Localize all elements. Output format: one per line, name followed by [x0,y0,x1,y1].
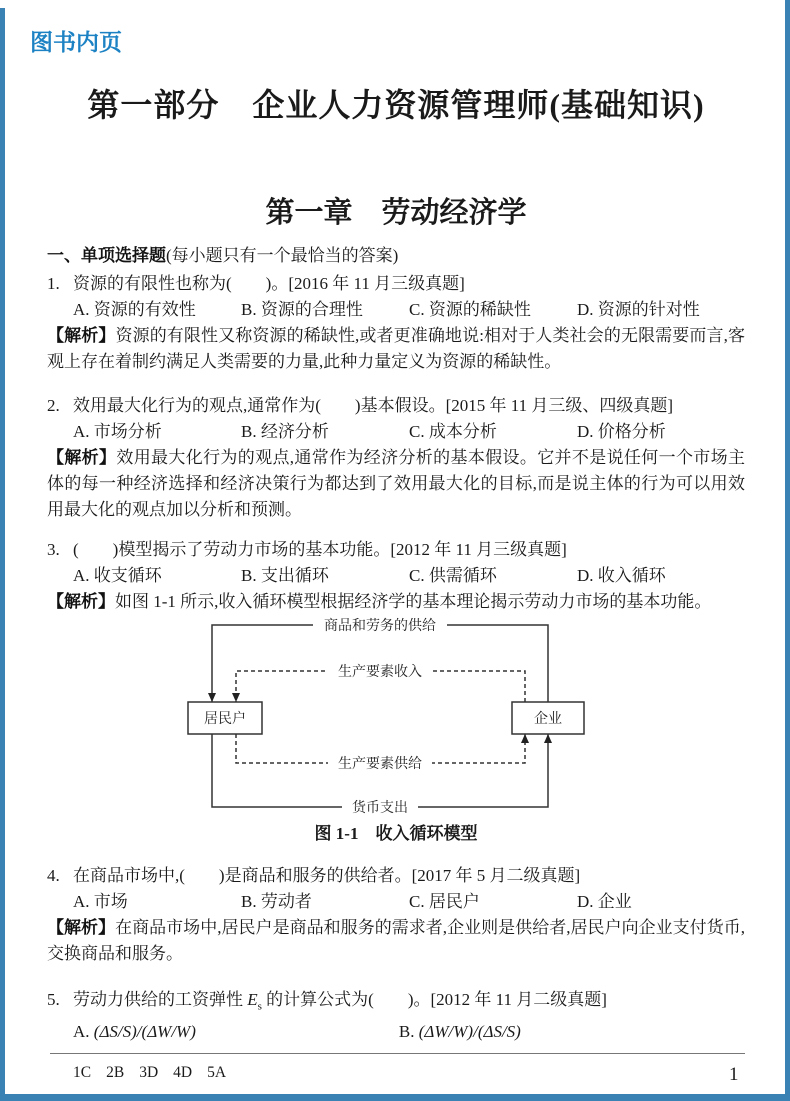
question-5 [47,987,745,1045]
question-1 [47,271,745,375]
question-number: 5. [47,990,60,1009]
frame-left [0,8,5,1101]
chapter-title: 第一章 劳动经济学 [265,197,527,229]
analysis-label: 【解析】 [47,326,116,345]
section-heading-bold: 一、单项选择题 [47,246,166,265]
analysis-label: 【解析】 [47,592,115,611]
analysis-label: 【解析】 [47,448,117,467]
households-label: 居民户 [204,712,246,727]
option-c: C. 居民户 [409,892,480,911]
part-title: 第一部分 企业人力资源管理师(基础知识) [87,87,705,123]
page-content [47,0,745,1084]
option-b: B. 资源的合理性 [241,300,363,319]
question-stem [47,393,745,419]
question-stem [47,987,745,1019]
option-b [399,1019,725,1045]
arrowhead-down-solid [208,693,216,702]
option-formula: (ΔW/W)/(ΔS/S) [418,1022,521,1042]
options-row [47,889,745,915]
question-text-pre: 劳动力供给的工资弹性 [73,990,248,1009]
question-number: 3. [47,540,60,559]
elasticity-subscript: s [257,1000,262,1013]
question-text: 资源的有限性也称为( )。[2016 年 11 月三级真题] [73,274,465,293]
page-label: 图书内页 [30,29,122,55]
option-a: A. 资源的有效性 [73,300,196,319]
option-formula: (ΔS/S)/(ΔW/W) [93,1022,196,1042]
answer-key: 2B [106,1064,125,1082]
figure-caption: 图 1-1 收入循环模型 [314,824,478,843]
arrowhead-down-dashed [232,693,240,702]
option-label: B. [398,1022,419,1042]
option-label: A. [73,1022,94,1042]
question-number: 2. [47,396,60,415]
frame-right [785,0,790,1101]
flow-label-factor-income: 生产要素收入 [338,665,422,680]
answer-key: 3D [139,1064,159,1082]
arrowhead-up-dashed [521,734,529,743]
option-d: D. 收入循环 [577,566,666,585]
options-row [47,297,745,323]
answer-key-row [47,1062,745,1084]
option-c: C. 成本分析 [409,422,497,441]
section-heading-note: (每小题只有一个最恰当的答案) [166,246,399,265]
question-text: 效用最大化行为的观点,通常作为( )基本假设。[2015 年 11 月三级、四级真题] [73,396,674,415]
answer-key: 1C [73,1064,92,1082]
answer-key: 5A [207,1064,227,1082]
analysis-text: 在商品市场中,居民户是商品和服务的需求者,企业则是供给者,居民户向企业支付货币,交换商品和服务。 [47,918,745,963]
answer-key: 4D [173,1064,193,1082]
question-3 [47,537,745,615]
enterprise-label: 企业 [534,712,562,727]
question-number: 4. [47,866,60,885]
question-2 [47,393,745,523]
options-row [47,1019,745,1045]
options-row [47,563,745,589]
option-d: D. 价格分析 [577,422,666,441]
question-number: 1. [47,274,60,293]
question-4 [47,863,745,967]
option-d: D. 资源的针对性 [577,300,700,319]
flow-label-factor-supply: 生产要素供给 [338,757,422,772]
arrowhead-up-solid [544,734,552,743]
option-b: B. 经济分析 [241,422,329,441]
page-number: 1 [729,1064,739,1085]
question-text: 在商品市场中,( )是商品和服务的供给者。[2017 年 5 月二级真题] [73,866,581,885]
options-row [47,419,745,445]
option-c: C. 供需循环 [409,566,497,585]
option-a: A. 市场分析 [73,422,162,441]
option-c: C. 资源的稀缺性 [409,300,531,319]
section-heading [47,243,745,269]
flow-label-goods-supply: 商品和劳务的供给 [324,619,436,634]
analysis-text: 资源的有限性又称资源的稀缺性,或者更准确地说:相对于人类社会的无限需要而言,客观上存在着制约满足人类需要的力量,此种力量定义为资源的稀缺性。 [47,326,746,371]
question-stem [47,863,745,889]
question-text: ( )模型揭示了劳动力市场的基本功能。[2012 年 11 月三级真题] [73,540,567,559]
footnote-rule [50,1053,745,1054]
analysis [47,589,745,615]
analysis-text: 如图 1-1 所示,收入循环模型根据经济学的基本理论揭示劳动力市场的基本功能。 [115,592,712,611]
analysis-label: 【解析】 [47,918,116,937]
question-stem [47,537,745,563]
analysis [47,445,745,523]
analysis [47,323,745,375]
option-b: B. 劳动者 [241,892,312,911]
elasticity-symbol: E [247,990,258,1009]
analysis-text: 效用最大化行为的观点,通常作为经济分析的基本假设。它并不是说任何一个市场主体的每一种经济选择和经济决策行为都达到了效用最大化的目标,而是说主体的行为可以用效用最大化的观点加以分析和预测。 [47,448,745,519]
option-b: B. 支出循环 [241,566,329,585]
option-a: A. 市场 [73,892,128,911]
flow-label-money-expenditure: 货币支出 [352,801,408,816]
figure-1-1 [47,615,745,847]
question-stem [47,271,745,297]
option-a: A. 收支循环 [73,566,162,585]
option-d: D. 企业 [577,892,632,911]
question-text-post: 的计算公式为( )。[2012 年 11 月二级真题] [261,990,607,1009]
income-circulation-diagram [160,615,600,819]
analysis [47,915,745,967]
option-a [73,1019,399,1045]
frame-bottom [0,1094,790,1101]
